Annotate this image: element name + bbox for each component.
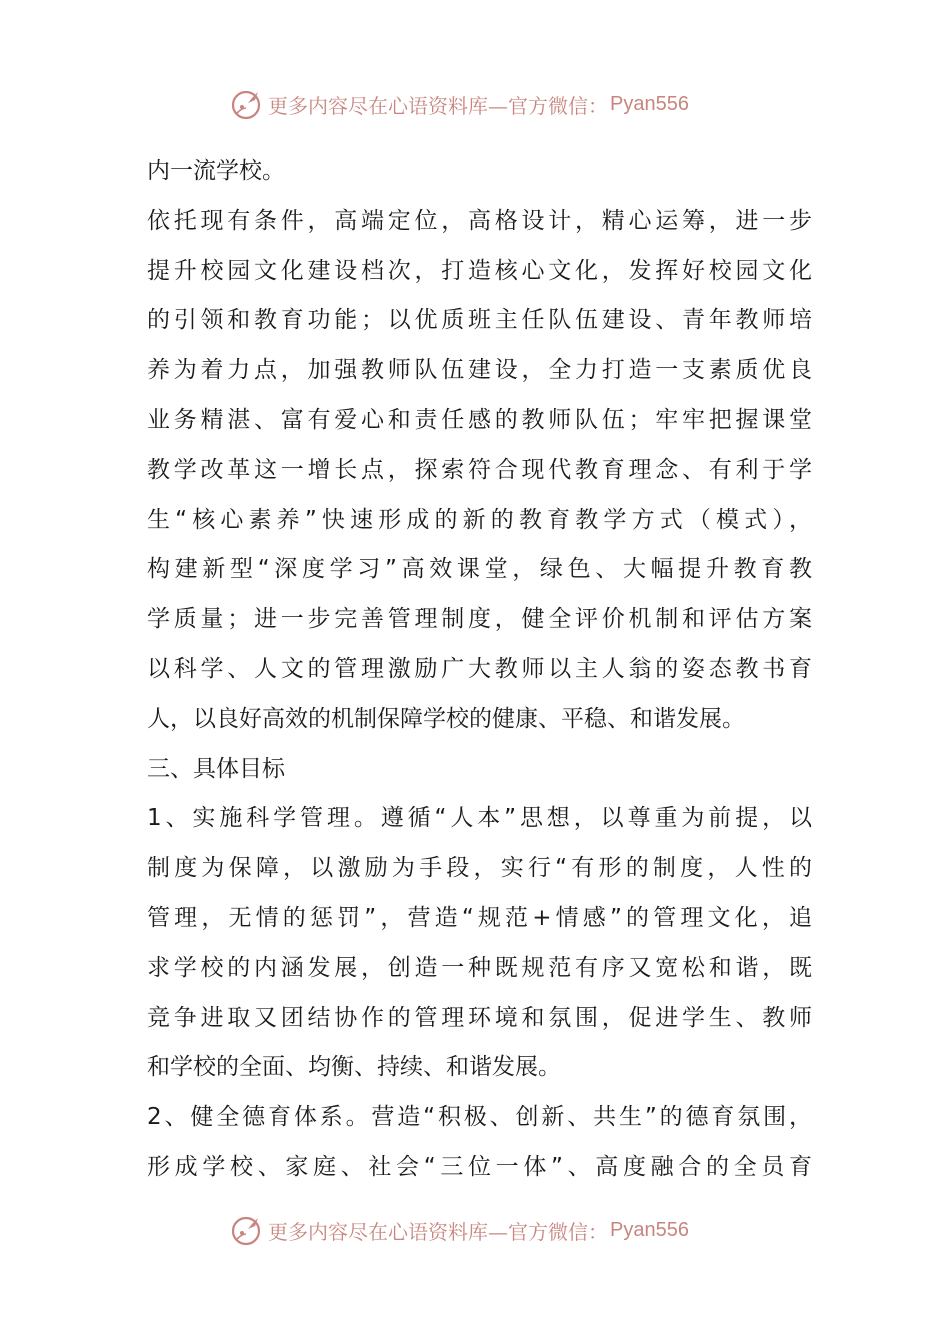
text-line: 以科学、人文的管理激励广大教师以主人翁的姿态教书育: [147, 655, 812, 682]
watermark-wechat-id: Pyan556: [610, 92, 689, 115]
watermark-text: 更多内容尽在心语资料库—官方微信：: [268, 93, 608, 118]
section-heading: 三、具体目标: [147, 755, 285, 782]
watermark-text: 更多内容尽在心语资料库—官方微信：: [268, 1219, 608, 1244]
text-line: 制度为保障，以激励为手段，实行“有形的制度，人性的: [147, 855, 812, 882]
footer-watermark: [228, 1212, 748, 1248]
text-line: 生“核心素养”快速形成的新的教育教学方式（模式），: [147, 506, 812, 533]
quill-circle-logo-icon: [228, 1212, 264, 1248]
text-line: 业务精湛、富有爱心和责任感的教师队伍；牢牢把握课堂: [147, 406, 812, 433]
document-body: [147, 147, 812, 1193]
header-watermark: [228, 86, 748, 122]
watermark-wechat-id: Pyan556: [610, 1218, 689, 1241]
text-line: 学质量；进一步完善管理制度，健全评价机制和评估方案: [147, 606, 812, 633]
text-line: 人，以良好高效的机制保障学校的健康、平稳、和谐发展。: [147, 705, 745, 732]
text-line: 2、健全德育体系。营造“积极、创新、共生”的德育氛围，: [147, 1104, 812, 1131]
text-line: 形成学校、家庭、社会“三位一体”、高度融合的全员育: [147, 1153, 812, 1180]
quill-circle-logo-icon: [228, 86, 264, 122]
text-line: 构建新型“深度学习”高效课堂，绿色、大幅提升教育教: [147, 556, 812, 583]
text-line: 的引领和教育功能；以优质班主任队伍建设、青年教师培: [147, 307, 812, 334]
text-line: 竞争进取又团结协作的管理环境和氛围，促进学生、教师: [147, 1004, 812, 1031]
text-line: 内一流学校。: [147, 158, 285, 184]
text-line: 依托现有条件，高端定位，高格设计，精心运筹，进一步: [147, 207, 812, 234]
text-line: 提升校园文化建设档次，打造核心文化，发挥好校园文化: [147, 257, 812, 284]
text-line: 和学校的全面、均衡、持续、和谐发展。: [147, 1054, 561, 1081]
text-line: 养为着力点，加强教师队伍建设，全力打造一支素质优良: [147, 357, 812, 384]
text-line: 教学改革这一增长点，探索符合现代教育理念、有利于学: [147, 456, 812, 483]
text-line: 管理，无情的惩罚”，营造“规范+情感”的管理文化，追: [147, 904, 812, 931]
text-line: 求学校的内涵发展，创造一种既规范有序又宽松和谐，既: [147, 954, 812, 981]
text-line: 1、实施科学管理。遵循“人本”思想，以尊重为前提，以: [147, 805, 812, 832]
